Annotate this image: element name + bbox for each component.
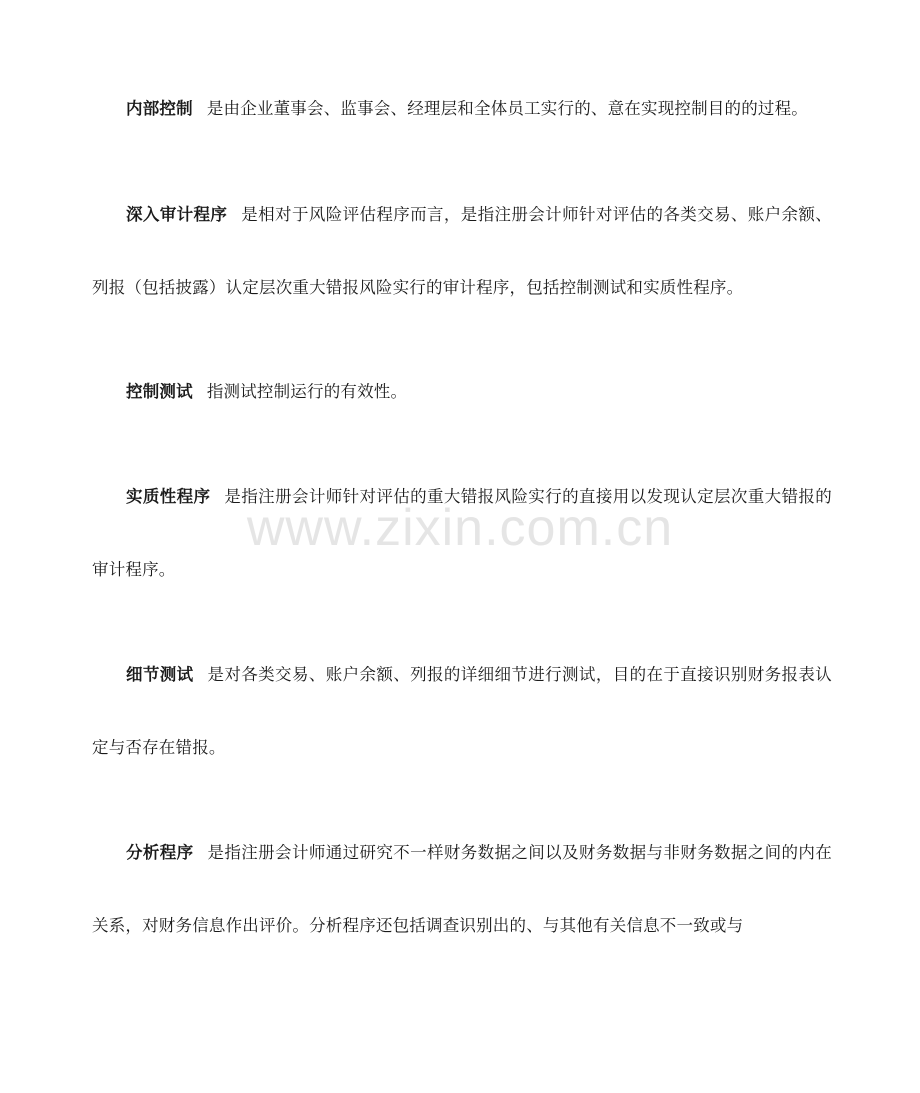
definition-paragraph-control-test [92,355,832,428]
definition-text: 指测试控制运行的有效性。 [206,382,408,401]
definition-paragraph-further-audit-procedures [92,178,832,324]
term-label: 内部控制 [126,99,193,118]
term-label: 分析程序 [126,843,194,862]
term-label: 控制测试 [126,382,193,401]
definition-paragraph-substantive-procedures [92,460,832,606]
definition-text: 是由企业董事会、监事会、经理层和全体员工实行的、意在实现控制目的的过程。 [206,99,809,118]
definition-text: 是指注册会计师针对评估的重大错报风险实行的直接用以发现认定层次重大错报的审计程序。 [92,487,833,579]
definition-text: 是对各类交易、账户余额、列报的详细细节进行测试，目的在于直接识别财务报表认定与否存在错报。 [92,665,832,757]
definition-paragraph-internal-control [92,72,832,145]
definition-paragraph-detail-test [92,638,832,784]
definition-paragraph-analytical-procedures [92,816,832,962]
term-label: 细节测试 [126,665,194,684]
watermark: www.zixin.com.cn [246,499,674,557]
term-label: 实质性程序 [126,487,211,506]
term-label: 深入审计程序 [126,205,228,224]
definition-text: 是相对于风险评估程序而言，是指注册会计师针对评估的各类交易、账户余额、列报（包括披露）认定层次重大错报风险实行的审计程序，包括控制测试和实质性程序。 [92,205,832,297]
definition-text: 是指注册会计师通过研究不一样财务数据之间以及财务数据与非财务数据之间的内在关系，对财务信息作出评价。分析程序还包括调查识别出的、与其他有关信息不一致或与 [92,843,832,935]
